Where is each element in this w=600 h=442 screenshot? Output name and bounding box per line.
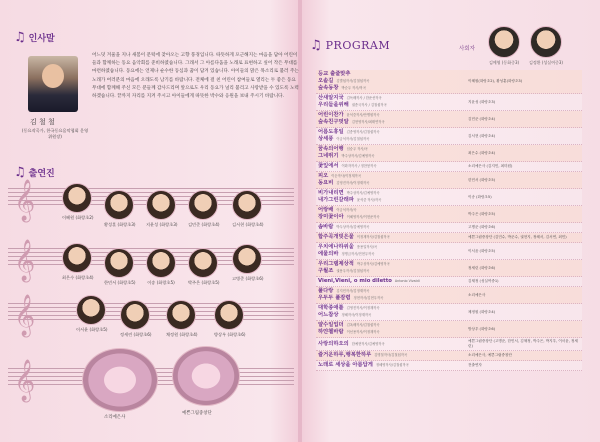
song-title: 상세풍 [318, 136, 334, 142]
performer-name: 지윤성 (화랑초3) [146, 222, 178, 227]
host-name: 김 철 철 [30, 118, 55, 126]
song-credit: 권용우작사/김철섭작곡 [336, 269, 370, 273]
song-line [318, 224, 468, 231]
performer-name: 김서현 (화랑초4) [232, 222, 264, 227]
program-item [316, 260, 582, 277]
song-title: 그네뛰기 [318, 153, 339, 159]
song-title: 우리그램제상적 [318, 261, 354, 267]
song-performer: 소리예은사 [468, 292, 486, 297]
program-songs [318, 71, 468, 92]
song-title: 얄수일업더 [318, 322, 344, 328]
song-line [318, 85, 468, 92]
program-songs [318, 352, 468, 359]
performer-portrait [188, 190, 218, 228]
program-item [316, 351, 582, 361]
program-songs [318, 234, 468, 241]
performer-portrait [214, 300, 244, 338]
song-credit: 이금석작사/김철섭작곡 [336, 137, 370, 141]
song-line [318, 244, 468, 251]
performer-name: 최은수 (화랑초4) [62, 275, 94, 280]
song-performer: 김채정 (성실여중1) [468, 279, 499, 283]
program-songs [318, 322, 468, 336]
song-line [318, 261, 468, 268]
song-title: 합주곡개빗은물 [318, 234, 354, 240]
song-performer: 김민준 (화랑초4) [468, 116, 496, 121]
performer-photo [166, 300, 196, 330]
song-credit: 이화자작사 / 정찬봉작곡 [341, 164, 377, 168]
performer-photo [188, 190, 218, 220]
program-item [316, 287, 582, 304]
program-songs [318, 362, 468, 369]
performer-portrait [62, 243, 92, 281]
song-line [318, 305, 468, 312]
song-credit: 이혜영작사/이현준작곡 [346, 215, 380, 219]
song-title: 솜바람 [318, 224, 334, 230]
song-line [318, 197, 468, 204]
song-performer: 한민서 (화랑초5) [468, 177, 496, 182]
mc-portrait [528, 26, 564, 66]
program-item [316, 189, 582, 206]
program-songs [318, 163, 468, 170]
program-list [316, 70, 582, 371]
performer-photo [232, 244, 262, 274]
song-line [318, 207, 468, 214]
performer-photo [214, 300, 244, 330]
song-performer: 채정원 (화랑초4) [468, 309, 496, 314]
song-title: 꿈속의어행 [318, 146, 344, 152]
song-credit: 김독배작사 / 한준선작곡 [346, 96, 382, 100]
host-affiliation: (동요작곡가, 한국동요음악협회 운영위원장) [21, 128, 89, 139]
song-performer: 이송 (화랑초5) [468, 194, 492, 199]
song-credit: 임숭우 작사/곡 [346, 147, 368, 151]
program-songs [318, 278, 468, 285]
treble-clef-icon: 𝄞 [14, 295, 36, 336]
song-credit: 정현작사/김현우작곡 [353, 296, 384, 300]
song-credit: 김영진작사/이정재작곡 [336, 181, 370, 185]
song-credit: 윤석중 작사/작곡 [356, 198, 382, 202]
mc-label: 사회자 [459, 46, 475, 52]
song-credit: 김옥배작사/김철섭작곡 [346, 323, 380, 327]
music-staff [8, 303, 294, 323]
song-line [318, 341, 468, 348]
music-note-icon: ♫ [14, 30, 26, 45]
song-title: 숲속동창 [318, 85, 339, 91]
song-line [318, 362, 468, 369]
song-line [318, 78, 468, 85]
song-title: 꽃잎에서 [318, 163, 339, 169]
song-performer: 예쁜그림중창단 (고병준, 한민서, 김채정, 박주은, 박지우, 이서윤, 정세린) [468, 339, 578, 348]
song-title: 피오 [318, 173, 329, 179]
program-songs [318, 261, 468, 275]
song-credit: 이금석작사/곡 [336, 208, 357, 212]
program-item [316, 321, 582, 338]
mc-portrait [486, 26, 522, 66]
program-songs [318, 129, 468, 143]
song-line [318, 180, 468, 187]
song-credit: 박두상작사/김예영작곡 [336, 225, 370, 229]
song-title: 어름도휴일 [318, 129, 344, 135]
program-songs [318, 207, 468, 221]
performer-photo [146, 190, 176, 220]
song-line [318, 163, 468, 170]
greeting-title: 인사말 [28, 34, 55, 44]
song-performer: 박주은 (화랑초5) [468, 211, 496, 216]
song-title: Vieni,Vieni, o mio diletto [318, 278, 392, 284]
song-line [318, 146, 468, 153]
program-item [316, 223, 582, 233]
song-credit: 박순우 작사/작곡 [341, 86, 366, 90]
song-line [318, 278, 468, 285]
treble-clef-icon: 𝄞 [14, 240, 36, 281]
mc-photo [530, 26, 562, 58]
song-title: 산새알지국 [318, 95, 344, 101]
song-credit: 이순작사/이정재작곡 [331, 174, 362, 178]
program-item [316, 233, 582, 243]
performer-name: 한민서 (화랑초5) [104, 280, 136, 285]
group-name: 예쁜그림중창단 [182, 411, 212, 416]
song-performer: 고병준 (화랑초6) [468, 225, 496, 229]
performer-name: 이서윤 (화랑초5) [76, 327, 108, 332]
song-performer: 이혜원(화랑초2), 황성훈(화랑초3) [468, 79, 523, 83]
song-line [318, 129, 468, 136]
song-performer: 지윤성 (화랑초3) [468, 99, 496, 104]
song-line [318, 329, 468, 336]
performer-name: 고병준 (화랑초6) [232, 276, 264, 281]
song-line [318, 251, 468, 258]
performer-portrait [104, 190, 134, 228]
song-title: 구월조 [318, 268, 334, 274]
song-credit: 정명금작사/전현우작곡 [341, 252, 375, 256]
song-line [318, 136, 468, 143]
program-item [316, 361, 582, 371]
program-title: PROGRAM [325, 39, 391, 52]
song-credit: 이정재작사/김철섭작곡 [356, 235, 390, 239]
music-note-icon: ♫ [310, 38, 322, 53]
treble-clef-icon: 𝄞 [14, 360, 36, 401]
program-item [316, 70, 582, 94]
song-credit: Antonio Vivaldi [394, 279, 420, 283]
song-credit: 김명철작사/김철섭작곡 [374, 353, 408, 357]
program-songs [318, 305, 468, 319]
performer-portrait [146, 190, 176, 228]
song-title: 우두두 풀잠렴 [318, 295, 351, 301]
song-credit: 박주상작사/김예영작곡 [356, 262, 390, 266]
song-title: 하얀첼바람 [318, 329, 344, 335]
song-line [318, 322, 468, 329]
performer-portrait [166, 300, 196, 338]
performers-title: 출연진 [28, 169, 55, 179]
song-credit: 김영진작사/이정재작곡 [346, 306, 380, 310]
song-credit: 박주상작사/김예영작곡 [341, 154, 375, 158]
performer-name: 채정원 (화랑초4) [166, 332, 198, 337]
song-title: 내가그린갈래파 [318, 197, 354, 203]
performer-photo [76, 295, 106, 325]
song-title: 어린이찬가 [318, 112, 344, 118]
performer-portrait [188, 248, 218, 286]
song-performer: 소리예은사 (김지민, 최미원) [468, 164, 513, 168]
mc-name: 김정환 (성실여중3) [529, 60, 563, 65]
song-credit: 윤석중작사/안병원작곡 [346, 113, 380, 117]
performer-name: 박주은 (화랑초5) [188, 280, 220, 285]
performer-photo [62, 183, 92, 213]
performer-name: 황성훈 (화랑초3) [104, 222, 136, 227]
performer-portrait [104, 248, 134, 286]
song-performer: 방상우 (화랑초6) [468, 326, 496, 331]
program-songs [318, 224, 468, 231]
song-credit: 풍용일작사/곡 [356, 245, 378, 249]
song-title: 우리들을위해 [318, 102, 349, 108]
program-item [316, 243, 582, 260]
performer-portrait [76, 295, 106, 333]
song-line [318, 288, 468, 295]
performer-portrait [62, 183, 92, 221]
song-line [318, 95, 468, 102]
song-title: 풀다랑 [318, 288, 334, 294]
song-line [318, 352, 468, 359]
program-heading [310, 38, 390, 53]
song-line [318, 214, 468, 221]
program-item [316, 172, 582, 189]
greeting-body: 어느덧 겨울을 지나 새봄이 문턱에 찾아오는 고향 풍경입니다. 따뜻하게 포근해지는 마음을 담아 어린이들과 함께하는 동요 음악회를 준비하였습니다. 그래서 그 아름다움을 노래로 표현하고 싶어 작은 무대를 마련하였습니다. 동요에는 언제나 순수한 동심과 꿈이 담겨 있습니다. 아이들의 맑은 목소리로 불러 주는 노래가 여러분의 마음에 오래도록 남기를 바랍니다. 전체에 걸 친 어린이 참여들로 열리는 두 좋은 동요 무대에 함께해 주신 모든 분들께 감사드리며 앞으로도 우리 동요가 널리 불리고 사랑받을 수 있도록 노력하겠습니다. 끝까지 자리를 지켜 주시고 아이들에게 따뜻한 박수와 응원을 보내 주시기 바랍니다. [92, 53, 299, 100]
song-title: 즐거운하루,행복한하루 [318, 352, 372, 358]
host-photo [28, 56, 78, 112]
program-songs [318, 112, 468, 126]
song-line [318, 295, 468, 302]
song-title: 어랑배 [318, 207, 334, 213]
group-name: 소리예은사 [104, 415, 126, 420]
song-credit: 김종영작사/김철섭작곡 [346, 130, 380, 134]
mc-name: 김예영 (동화중3) [488, 60, 520, 65]
greeting-heading [14, 30, 55, 45]
performers-heading [14, 165, 55, 180]
program-songs [318, 173, 468, 187]
program-item [316, 162, 582, 172]
mc-photo [488, 26, 520, 58]
song-title: 어느참상 [318, 312, 339, 318]
performer-name: 정세린 (화랑초6) [120, 332, 152, 337]
song-title: 사랑의하오의 [318, 340, 349, 347]
song-credit: 이선용작사/이정재작곡 [346, 330, 380, 334]
song-title: 숲속친구멋알 [318, 119, 349, 125]
song-performer: 최은수 (화랑초4) [468, 150, 496, 155]
group-photo [82, 348, 158, 412]
performer-name: 김민준 (화랑초4) [188, 222, 220, 227]
song-title: 장미꽃이아 [318, 214, 344, 220]
song-title: 노래로 세상을 아름답게 [318, 362, 373, 368]
program-songs [318, 244, 468, 258]
song-line [318, 234, 468, 241]
performer-photo [62, 243, 92, 273]
program-item [316, 94, 582, 111]
treble-clef-icon: 𝄞 [14, 180, 36, 221]
program-item [316, 304, 582, 321]
song-performer: 예쁜그림중창단 (김민수, 박준수, 권현지, 정혜서, 김서연, 최민) [468, 235, 567, 239]
song-line [318, 312, 468, 319]
performer-portrait [232, 244, 262, 282]
song-credit: 정혜영작사/김철섭작곡 [375, 363, 409, 367]
program-songs [318, 341, 468, 348]
performer-name: 이송 (화랑초5) [147, 280, 175, 285]
song-line [318, 119, 468, 126]
song-line [318, 112, 468, 119]
program-item [316, 338, 582, 351]
song-title: 대학종애틀 [318, 305, 344, 311]
performer-portrait [232, 190, 262, 228]
song-title: 동요비 [318, 180, 334, 186]
song-title: 에물의바 [318, 251, 339, 257]
song-credit: 한예현작사/김예영작곡 [351, 341, 385, 346]
performer-portrait [146, 248, 176, 286]
program-item [316, 145, 582, 162]
song-line [318, 173, 468, 180]
performer-photo [146, 248, 176, 278]
song-performer: 김서현 (화랑초4) [468, 133, 496, 138]
song-credit: 김별섭작사/김철섭작곡 [336, 79, 370, 83]
song-performer: 정세린 (화랑초6) [468, 265, 496, 270]
performer-photo [188, 248, 218, 278]
performer-name: 방상우 (화랑초6) [214, 332, 246, 337]
program-songs [318, 146, 468, 160]
program-item [316, 111, 582, 128]
song-line [318, 190, 468, 197]
performer-portrait [120, 300, 150, 338]
song-credit: 정혜작사/이정재작곡 [341, 313, 372, 317]
music-note-icon: ♫ [14, 165, 26, 180]
song-credit: 권종국작사 / 김철섭작곡 [351, 103, 387, 107]
song-credit: 김지민작사/김정재작곡 [336, 289, 370, 293]
performer-photo [104, 190, 134, 220]
program-item [316, 206, 582, 223]
song-line [318, 102, 468, 109]
song-title: 오솔길 [318, 78, 334, 84]
song-title: 우치에나하위울 [318, 244, 354, 250]
program-item [316, 277, 582, 287]
song-line [318, 268, 468, 275]
song-credit: 박주상작사/김예영작곡 [346, 191, 380, 195]
program-songs [318, 288, 468, 302]
program-songs [318, 190, 468, 204]
song-title: 비가내리면 [318, 190, 344, 196]
group-photo [172, 346, 240, 406]
performer-photo [104, 248, 134, 278]
program-songs [318, 95, 468, 109]
performer-name: 이혜원 (화랑초2) [62, 215, 94, 220]
song-performer: 이서윤 (화랑초5) [468, 248, 496, 253]
performer-photo [232, 190, 262, 220]
song-performer: 소리예은사, 예쁜그림중창단 [468, 353, 512, 357]
performer-photo [120, 300, 150, 330]
song-line [318, 71, 468, 78]
program-item [316, 128, 582, 145]
song-credit: 김현영작사/최태연작곡 [351, 120, 385, 124]
song-title: 등교 출줄맞추 [318, 71, 351, 77]
song-performer: 전출연자 [468, 363, 482, 367]
song-line [318, 153, 468, 160]
